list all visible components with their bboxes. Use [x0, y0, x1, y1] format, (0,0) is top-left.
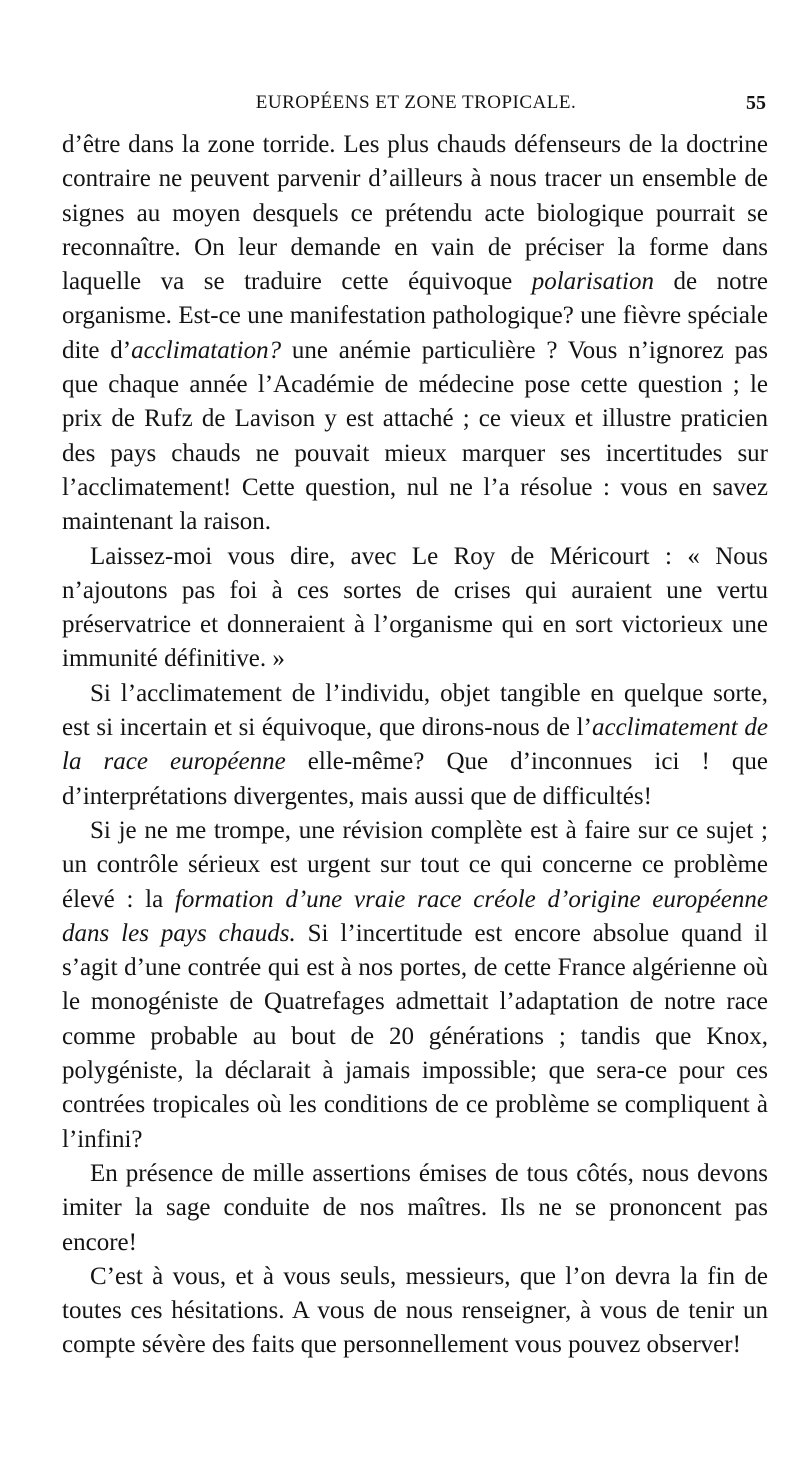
- running-title: EUROPÉENS ET ZONE TROPICALE.: [255, 92, 577, 113]
- italic-run: polarisation: [531, 268, 654, 296]
- paragraph-4: [62, 814, 768, 1157]
- paragraph-3: [62, 677, 768, 814]
- italic-run: formation d’une vraie race créole d’origine européenne dans les pays chauds.: [62, 885, 768, 947]
- text-run: En présence de mille assertions émises de tous côtés, nous devons imiter la sage conduite de nos maîtres. Ils ne se prononcent pas encore!: [62, 1159, 768, 1256]
- text-run: elle-même? Que d’inconnues ici ! que d’interprétations divergentes, mais aussi que de difficultés!: [62, 748, 768, 810]
- text-run: C’est à vous, et à vous seuls, messieurs, que l’on devra la fin de toutes ces hésitations. A vous de nous renseigner, à vous de tenir un compte sévère des faits que personnellement vous pouvez observer!: [62, 1262, 768, 1359]
- body-text: [62, 128, 768, 1363]
- paragraph-2: [62, 540, 768, 677]
- text-run: d’être dans la zone torride. Les plus chauds défenseurs de la doctrine contraire ne peuvent parvenir d’ailleurs à nous tracer un ensemble de signes au moyen desquels ce prétendu acte biologique pourrait se reconnaître. On leur demande en vain de préciser la forme dans laquelle va se traduire cette équivoque: [62, 131, 768, 296]
- text-run: Si l’acclimatement de l’individu, objet tangible en quelque sorte, est si incertain et si équivoque, que dirons-nous de l’: [62, 679, 768, 742]
- text-run: de notre organisme. Est-ce une manifestation pathologique? une fièvre spéciale dite d’: [62, 268, 768, 364]
- italic-run: acclimatation?: [131, 336, 282, 364]
- text-run: Si l’incertitude est encore absolue quand il s’agit d’une contrée qui est à nos portes, de cette France algérienne où le monogéniste de Quatrefages admettait l’adaptation de notre race comme probable au bout de 20 générations ; tandis que Knox, polygéniste, la déclarait à jamais impossible; que sera-ce pour ces contrées tropicales où les conditions de ce problème se compliquent à l’infini?: [62, 919, 768, 1153]
- text-run: Laissez-moi vous dire, avec Le Roy de Méricourt : « Nous n’ajoutons pas foi à ces sortes de crises qui auraient une vertu préservatrice et donneraient à l’organisme qui en sort victorieux une immunité définitive. »: [62, 542, 768, 673]
- paragraph-5: [62, 1157, 768, 1260]
- text-run: une anémie particulière ? Vous n’ignorez pas que chaque année l’Académie de médecine pose cette question ; le prix de Rufz de Lavison y est attaché ; ce vieux et illustre praticien des pays chauds ne pouvait mieux marquer ses incertitudes sur l’acclimatement! Cette question, nul ne l’a résolue : vous en savez maintenant la raison.: [62, 336, 768, 536]
- paragraph-6: [62, 1260, 768, 1363]
- italic-run: acclimatement de la race européenne: [62, 714, 769, 776]
- paragraph-1: [62, 128, 768, 540]
- running-head: [62, 92, 770, 124]
- page-number: 55: [746, 92, 766, 114]
- text-run: Si je ne me trompe, une révision complète est à faire sur ce sujet ; un contrôle sérieux est urgent sur tout ce qui concerne ce problème élevé : la: [62, 816, 768, 913]
